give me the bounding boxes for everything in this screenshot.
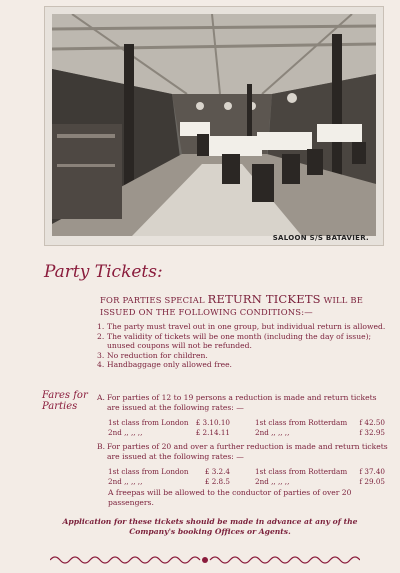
conditions-list: [97, 322, 387, 370]
wave-ornament-icon: [50, 552, 360, 568]
fare-amount: f 32.95: [359, 427, 385, 437]
condition-number: 4.: [97, 360, 105, 369]
condition-text: The validity of tickets will be one month (including the day of issue); unused coupons will not be refunded.: [107, 331, 372, 350]
fare-class: 1st class from Rotterdam: [255, 467, 348, 476]
section-a-london-fares: [108, 418, 230, 437]
saloon-photograph: [44, 6, 384, 246]
section-a-rotterdam-fares: [255, 418, 385, 437]
condition-item: [97, 351, 387, 361]
fare-amount: f 37.40: [359, 467, 385, 476]
section-a-text: [97, 393, 389, 412]
condition-item: [97, 332, 387, 351]
fare-class: 1st class from London: [108, 418, 189, 427]
fare-row: [255, 467, 385, 477]
fares-heading-line-1: Fares for: [42, 390, 88, 401]
photo-caption: SALOON S/S BATAVIER.: [272, 234, 369, 242]
fares-heading-line-2: Parties: [42, 401, 78, 412]
fare-class: 1st class from London: [108, 467, 189, 476]
page-title: Party Tickets:: [44, 262, 163, 282]
condition-number: 2.: [97, 331, 105, 341]
intro-part2: WILL BE: [323, 295, 364, 305]
fare-class: 2nd ,, ,, ,,: [255, 427, 290, 437]
condition-number: 1.: [97, 322, 105, 331]
condition-text: No reduction for children.: [107, 350, 208, 360]
fare-row: [108, 418, 230, 428]
condition-text: Handbaggage only allowed free.: [107, 360, 232, 369]
fare-amount: £ 2.8.5: [204, 476, 230, 486]
fare-row: [255, 477, 385, 487]
fare-row: [108, 477, 230, 487]
section-b-rotterdam-fares: [255, 467, 385, 486]
intro-text: [100, 293, 385, 318]
saloon-interior-image: [52, 14, 376, 236]
fare-amount: f 29.05: [359, 476, 385, 486]
section-a-description: For parties of 12 to 19 persons a reduction is made and return tickets are issued at the following rates: —: [107, 393, 377, 412]
fare-class: 2nd ,, ,, ,,: [108, 427, 143, 437]
fare-amount: £ 3.10.10: [195, 418, 230, 427]
freepass-note: A freepas will be allowed to the conductor of parties of over 20 passengers.: [108, 488, 352, 507]
fare-row: [255, 418, 385, 428]
intro-line-2: ISSUED ON THE FOLLOWING CONDITIONS:—: [100, 307, 313, 317]
fare-row: [108, 467, 230, 477]
footer-note: Application for these tickets should be made in advance at any of the Company's booking Offices or Agents.: [62, 517, 358, 536]
fare-class: 1st class from Rotterdam: [255, 418, 348, 427]
decorative-border: [50, 552, 360, 568]
fare-class: 2nd ,, ,, ,,: [108, 476, 143, 486]
fares-heading: [42, 390, 88, 412]
fare-amount: £ 2.14.11: [195, 427, 230, 437]
fare-amount: £ 3.2.4: [204, 467, 230, 476]
fare-class: 2nd ,, ,, ,,: [255, 476, 290, 486]
condition-text: The party must travel out in one group, but individual return is allowed.: [107, 322, 386, 331]
fare-row: [255, 428, 385, 438]
intro-part1: FOR PARTIES SPECIAL: [100, 295, 205, 305]
section-a-number: A.: [97, 393, 105, 402]
condition-number: 3.: [97, 350, 105, 360]
section-b-description: For parties of 20 and over a further reduction is made and return tickets are issued at the following rates: —: [107, 442, 388, 461]
intro-highlight: RETURN TICKETS: [207, 292, 321, 306]
section-b-london-fares: [108, 467, 230, 486]
fare-amount: f 42.50: [359, 418, 385, 427]
intro-line-1: [100, 293, 385, 306]
condition-item: [97, 360, 387, 370]
fare-row: [108, 428, 230, 438]
section-b-number: B.: [97, 442, 105, 451]
section-b-text: [97, 442, 389, 461]
condition-item: [97, 322, 387, 332]
